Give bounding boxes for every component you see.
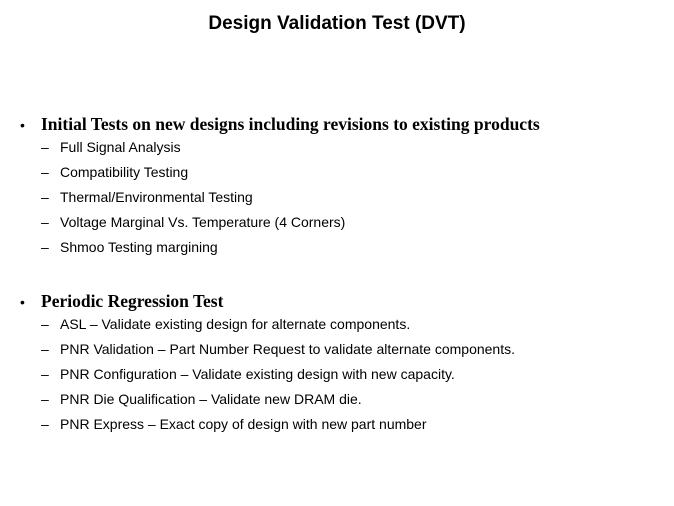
list-item xyxy=(20,366,670,383)
bullet-dot: • xyxy=(20,117,25,133)
section-initial-tests xyxy=(20,113,670,264)
section-periodic-regression xyxy=(20,290,670,441)
item-text: Compatibility Testing xyxy=(60,164,189,180)
bullet-heading xyxy=(20,113,670,135)
list-item xyxy=(20,214,670,231)
bullet-heading xyxy=(20,290,670,312)
dash: – xyxy=(41,416,49,432)
bullet-dot: • xyxy=(20,294,25,310)
list-item xyxy=(20,189,670,206)
dash: – xyxy=(41,341,49,357)
item-text: Shmoo Testing margining xyxy=(60,239,218,255)
heading-text: Initial Tests on new designs including revisions to existing products xyxy=(41,114,540,134)
list-item xyxy=(20,239,670,256)
dash: – xyxy=(41,214,49,230)
slide-title: Design Validation Test (DVT) xyxy=(208,13,466,34)
item-text: PNR Validation – Part Number Request to validate alternate components. xyxy=(60,341,515,357)
item-text: PNR Express – Exact copy of design with new part number xyxy=(60,416,427,432)
dash: – xyxy=(41,189,49,205)
list-item xyxy=(20,341,670,358)
item-text: Voltage Marginal Vs. Temperature (4 Corners) xyxy=(60,214,346,230)
sub-list xyxy=(20,139,670,256)
item-text: ASL – Validate existing design for alternate components. xyxy=(60,316,411,332)
sub-list xyxy=(20,316,670,433)
dash: – xyxy=(41,316,49,332)
item-text: PNR Die Qualification – Validate new DRAM die. xyxy=(60,391,362,407)
list-item xyxy=(20,164,670,181)
item-text: Full Signal Analysis xyxy=(60,139,181,155)
list-item xyxy=(20,416,670,433)
dash: – xyxy=(41,366,49,382)
dash: – xyxy=(41,139,49,155)
dash: – xyxy=(41,239,49,255)
list-item xyxy=(20,139,670,156)
item-text: Thermal/Environmental Testing xyxy=(60,189,253,205)
list-item xyxy=(20,316,670,333)
heading-text: Periodic Regression Test xyxy=(41,291,224,311)
dash: – xyxy=(41,391,49,407)
item-text: PNR Configuration – Validate existing design with new capacity. xyxy=(60,366,455,382)
list-item xyxy=(20,391,670,408)
dash: – xyxy=(41,164,49,180)
